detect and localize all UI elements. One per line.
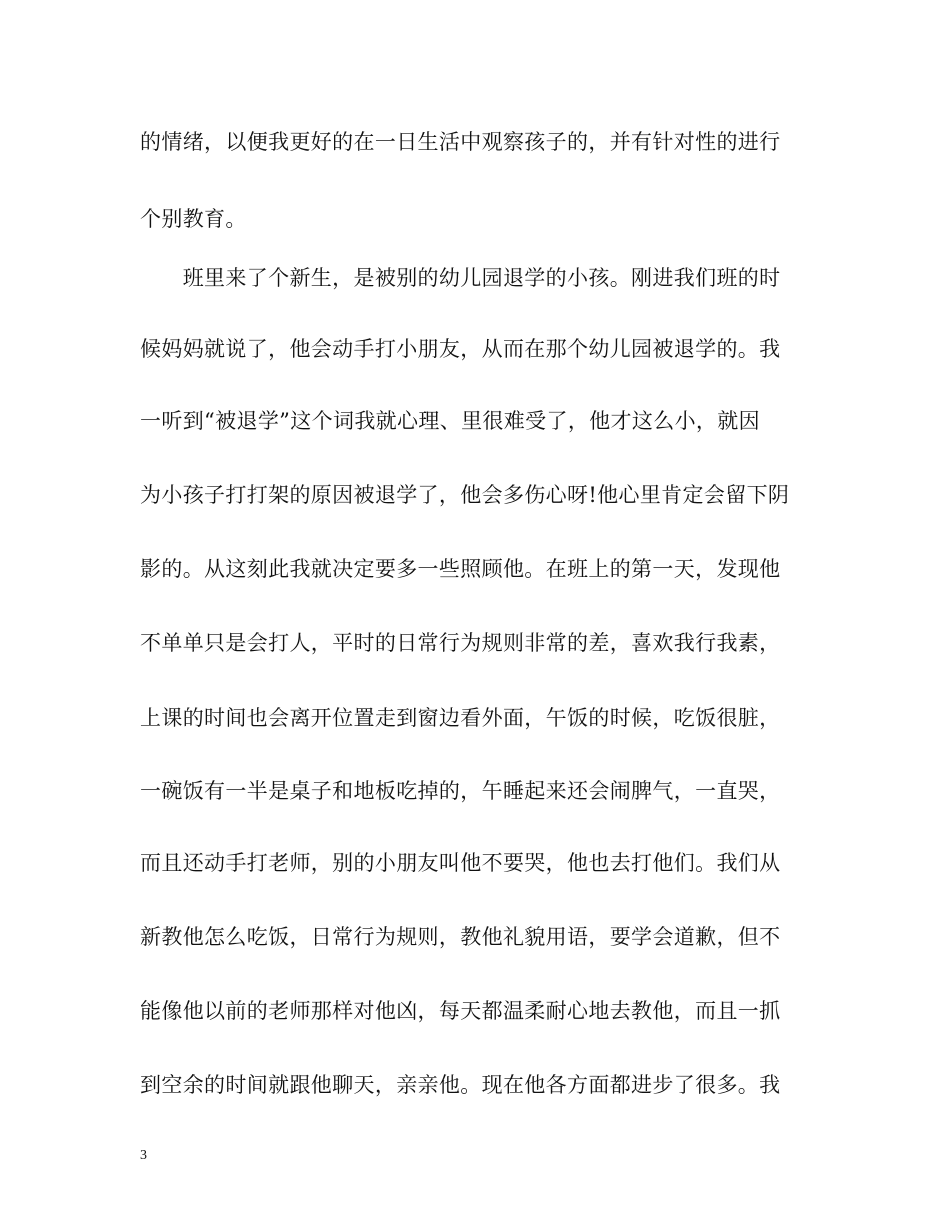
text-line-1: 的情绪，以便我更好的在一日生活中观察孩子的，并有针对性的进行 [140,130,781,154]
text-line-11: 而且还动手打老师，别的小朋友叫他不要哭，他也去打他们。我们从 [140,851,781,875]
text-line-6: 为小孩子打打架的原因被退学了，他会多伤心呀!他心里肯定会留下阴 [140,483,790,507]
text-line-4: 候妈妈就说了，他会动手打小朋友，从而在那个幼儿园被退学的。我 [140,337,781,361]
text-line-14: 到空余的时间就跟他聊天，亲亲他。现在他各方面都进步了很多。我 [140,1073,781,1097]
text-line-5: 一听到“被退学”这个词我就心理、里很难受了，他才这么小，就因 [140,409,760,433]
text-line-3: 班里来了个新生，是被别的幼儿园退学的小孩。刚进我们班的时 [140,266,781,290]
text-line-8: 不单单只是会打人，平时的日常行为规则非常的差，喜欢我行我素， [140,631,781,655]
text-line-9: 上课的时间也会离开位置走到窗边看外面，午饭的时候，吃饭很脏， [140,706,781,730]
text-line-2: 个别教育。 [140,207,247,231]
text-line-12: 新教他怎么吃饭，日常行为规则，教他礼貌用语，要学会道歉，但不 [140,925,781,949]
page-number: 3 [140,1148,147,1163]
text-line-7: 影的。从这刻此我就决定要多一些照顾他。在班上的第一天，发现他 [140,557,781,581]
text-line-10: 一碗饭有一半是桌子和地板吃掉的，午睡起来还会闹脾气，一直哭， [140,779,781,803]
text-line-13: 能像他以前的老师那样对他凶，每天都温柔耐心地去教他，而且一抓 [140,999,781,1023]
